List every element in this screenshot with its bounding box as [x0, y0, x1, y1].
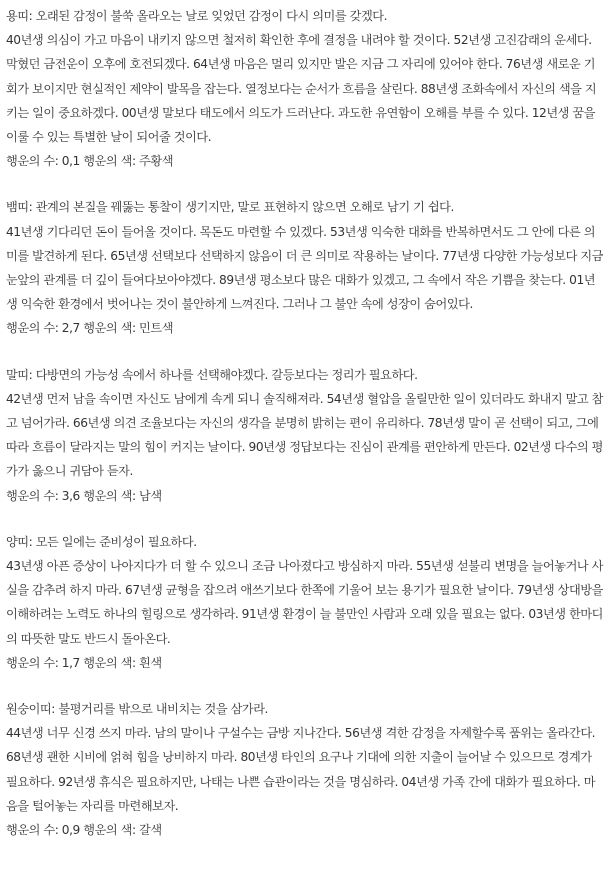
section-body: 40년생 의심이 가고 마음이 내키지 않으면 철저히 확인한 후에 결정을 내려야 할 것이다. 52년생 고진감래의 운세다. 막혔던 금전운이 오후에 호전되겠다. 64년생 마음은 멀리 있지만 발은 지금 그 자리에 있어야 한다. 76년생 새로운 기회가 보이지만 현실적인 제약이 발목을 잡는다. 열정보다는 순서가 흐름을 살린다. 88년생 조화속에서 자신의 색을 지키는 일이 중요하겠다. 00년생 말보다 태도에서 의도가 드러난다. 과도한 유연함이 오해를 부를 수 있다. 12년생 꿈을 이룰 수 있는 특별한 날이 되어줄 것이다. — [6, 33, 597, 145]
lucky-info: 행운의 수: 0,9 행운의 색: 갈색 — [6, 823, 162, 838]
section-heading: 용띠: 오래된 감정이 불쑥 올라오는 날로 잊었던 감정이 다시 의미를 갖겠다. — [6, 9, 388, 23]
section-body: 41년생 기다리던 돈이 들어올 것이다. 목돈도 마련할 수 있겠다. 53년생 익숙한 대화를 반복하면서도 그 안에 다른 의미를 발견하게 된다. 65년생 선택보다 선택하지 않음이 더 큰 의미로 작용하는 날이다. 77년생 다양한 가능성보다 지금 눈앞의 관계를 더 깊이 들여다보아야겠다. 89년생 평소보다 많은 대화가 있겠고, 그 속에서 작은 기쁨을 찾는다. 01년생 익숙한 환경에서 벗어나는 것이 불안하게 느껴진다. 그러나 그 불안 속에 성장이 숨어있다. — [6, 224, 603, 312]
section-heading: 원숭이띠: 불평거리를 밖으로 내비치는 것을 삼가라. — [6, 702, 268, 717]
section-body: 42년생 먼저 남을 속이면 자신도 남에게 속게 되니 솔직해져라. 54년생 혈압을 올릴만한 일이 있더라도 화내지 말고 참고 넘어가라. 66년생 의견 조율보다는 자신의 생각을 분명히 밝히는 편이 유리하다. 78년생 말이 곧 선택이 되고, 그에 따라 흐름이 달라지는 말의 힘이 커지는 날이다. 90년생 정답보다는 진심이 관계를 편안하게 만든다. 02년생 다수의 평가가 옳으니 귀담아 듣자. — [6, 391, 603, 479]
lucky-info: 행운의 수: 3,6 행운의 색: 남색 — [6, 488, 162, 503]
section-heading: 뱀띠: 관계의 본질을 꿰뚫는 통찰이 생기지만, 말로 표현하지 않으면 오해로 남기 기 쉽다. — [6, 200, 454, 215]
section-body: 43년생 아픈 증상이 나아지다가 더 할 수 있으니 조금 나아졌다고 방심하지 마라. 55년생 섣불리 변명을 늘어놓거나 사실을 감추려 하지 마라. 67년생 균형을 잡으려 애쓰기보다 한쪽에 기울어 보는 용기가 필요한 날이다. 79년생 상대방을 이해하려는 노력도 하나의 힐링으로 생각하라. 91년생 환경이 늘 불만인 사람과 오래 있을 필요는 없다. 03년생 한마디의 따뜻한 말도 반드시 돌아온다. — [6, 559, 603, 646]
lucky-info: 행운의 수: 1,7 행운의 색: 흰색 — [6, 655, 162, 670]
lucky-info: 행운의 수: 2,7 행운의 색: 민트색 — [6, 321, 174, 336]
horoscope-section-dragon — [6, 4, 604, 173]
horoscope-section-snake — [6, 195, 604, 340]
section-heading: 말띠: 다방면의 가능성 속에서 하나를 선택해야겠다. 갈등보다는 정리가 필요하다. — [6, 367, 418, 382]
section-heading: 양띠: 모든 일에는 준비성이 필요하다. — [6, 534, 197, 549]
horoscope-section-monkey — [6, 697, 604, 842]
horoscope-section-horse — [6, 363, 604, 508]
lucky-info: 행운의 수: 0,1 행운의 색: 주황색 — [6, 154, 174, 169]
section-body: 44년생 너무 신경 쓰지 마라. 남의 말이나 구설수는 금방 지나간다. 56년생 격한 감정을 자제할수록 품위는 올라간다. 68년생 괜한 시비에 얽혀 힘을 낭비하지 마라. 80년생 타인의 요구나 기대에 의한 지출이 늘어날 수 있으므로 경계가 필요하다. 92년생 휴식은 필요하지만, 나태는 나쁜 습관이라는 것을 명심하라. 04년생 가족 간에 대화가 필요하다. 마음을 털어놓는 자리를 마련해보자. — [6, 726, 596, 813]
horoscope-section-sheep — [6, 530, 604, 675]
